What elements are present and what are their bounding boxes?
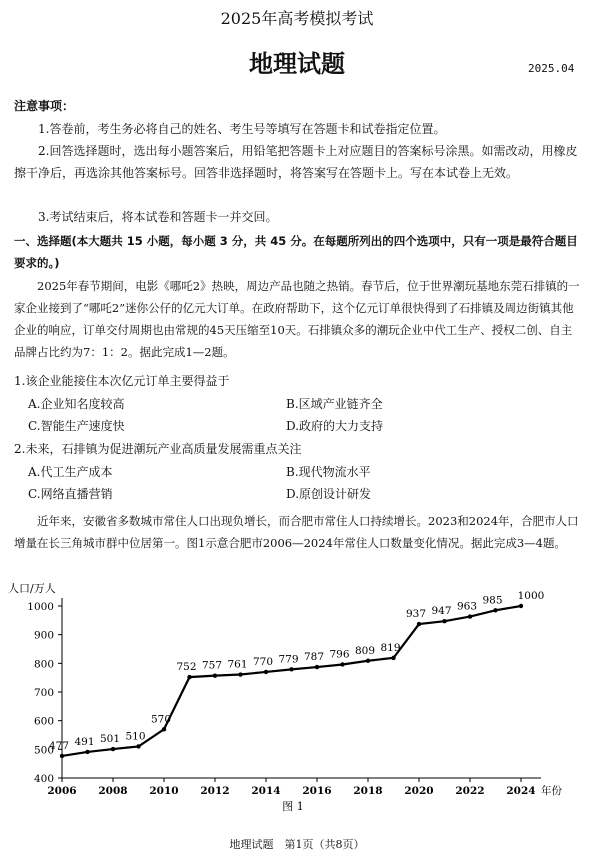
notice-item-1: 1.答卷前，考生务必将自己的姓名、考生号等填写在答题卡和试卷指定位置。	[38, 122, 446, 136]
x-axis-label: 年份	[541, 785, 562, 797]
data-point	[366, 659, 370, 663]
data-label: 779	[278, 653, 299, 666]
data-point	[162, 727, 166, 731]
y-tick-label: 1000	[27, 601, 54, 613]
data-label: 761	[227, 658, 248, 671]
question-2-stem: 2.未来，石排镇为促进潮玩产业高质量发展需重点关注	[14, 442, 302, 456]
exam-title: 2025年高考模拟考试	[220, 9, 374, 28]
page-footer: 地理试题 第1页（共8页）	[229, 838, 365, 851]
data-label: 809	[354, 644, 376, 657]
y-tick-label: 700	[33, 687, 54, 699]
data-label: 477	[48, 739, 70, 752]
notice-item-3: 3.考试结束后，将本试卷和答题卡一并交回。	[38, 210, 278, 224]
data-point	[85, 750, 89, 754]
y-tick-label: 600	[33, 715, 54, 728]
x-tick-label: 2020	[404, 785, 434, 797]
question-2-option-c[interactable]: C.网络直播营销	[28, 487, 113, 501]
population-line-chart	[0, 580, 594, 830]
data-point	[213, 673, 217, 677]
data-label: 752	[176, 661, 197, 674]
x-tick-label: 2022	[455, 785, 485, 797]
chart-caption: 图 1	[282, 800, 304, 813]
subject-title: 地理试题	[249, 50, 345, 78]
x-tick-label: 2014	[251, 785, 281, 797]
x-tick-label: 2010	[149, 785, 179, 797]
data-label: 947	[431, 605, 452, 618]
question-1-option-c[interactable]: C.智能生产速度快	[28, 419, 125, 433]
x-tick-label: 2024	[506, 785, 536, 797]
question-2-option-d[interactable]: D.原创设计研发	[286, 487, 372, 501]
data-label: 985	[482, 594, 503, 607]
data-point	[493, 608, 497, 612]
data-point	[238, 672, 242, 676]
data-label: 937	[405, 608, 427, 621]
exam-date: 2025.04	[528, 62, 575, 75]
y-tick-label: 500	[33, 744, 54, 757]
data-label: 770	[252, 655, 274, 668]
notice-item-2: 2.回答选择题时，选出每小题答案后，用铅笔把答题卡上对应题目的答案标号涂黑。如需改动，用橡皮擦干净后，再选涂其他答案标号。回答非选择题时，将答案写在答题卡上。写在本试卷上无效。	[14, 144, 578, 180]
data-label: 570	[150, 713, 172, 726]
data-point	[136, 744, 140, 748]
data-label: 491	[74, 735, 95, 748]
data-point	[187, 675, 191, 679]
data-point	[442, 619, 446, 623]
y-axis-label: 人口/万人	[8, 582, 56, 595]
x-tick-label: 2008	[98, 785, 128, 797]
data-point	[417, 622, 421, 626]
data-point	[315, 665, 319, 669]
question-1-stem: 1.该企业能接住本次亿元订单主要得益于	[14, 374, 230, 388]
y-tick-label: 900	[33, 629, 54, 642]
data-point	[519, 604, 523, 608]
section-1-title: 一、选择题(本大题共 15 小题，每小题 3 分，共 45 分。在每题所列出的四个选项中，只有一项是最符合题目要求的。)	[14, 234, 578, 270]
data-label: 963	[456, 600, 478, 613]
data-label: 787	[303, 651, 325, 664]
data-label: 796	[329, 648, 350, 661]
x-tick-label: 2016	[302, 785, 332, 797]
data-label: 819	[380, 641, 401, 654]
data-label: 757	[201, 659, 223, 672]
data-point	[289, 667, 293, 671]
data-point	[340, 662, 344, 666]
notice-heading: 注意事项：	[14, 99, 75, 113]
data-label: 510	[125, 730, 146, 743]
x-tick-label: 2006	[47, 785, 77, 797]
question-1-option-a[interactable]: A.企业知名度较高	[28, 397, 125, 411]
question-2-option-b[interactable]: B.现代物流水平	[286, 465, 371, 479]
data-label: 501	[99, 733, 121, 746]
data-point	[111, 747, 115, 751]
passage-1: 2025年春节期间，电影《哪吒2》热映，周边产品也随之热销。春节后，位于世界潮玩基地东莞石排镇的一家企业接到了“哪吒2”迷你公仔的亿元大订单。在政府帮助下，这个亿元订单很快得到了石排镇及周边街镇其他企业的响应，订单交付周期也由常规的45天压缩至10天。石排镇众多的潮玩企业中代工生产、授权二创、自主品牌占比约为7：1：2。据此完成1—2题。	[14, 279, 580, 359]
y-tick-label: 400	[33, 773, 54, 785]
data-point	[391, 656, 395, 660]
question-1-option-b[interactable]: B.区域产业链齐全	[286, 397, 383, 411]
y-tick-label: 800	[33, 658, 54, 671]
question-1-option-d[interactable]: D.政府的大力支持	[286, 419, 384, 433]
passage-2: 近年来，安徽省多数城市常住人口出现负增长，而合肥市常住人口持续增长。2023和2024年，合肥市人口增量在长三角城市群中位居第一。图1示意合肥市2006—2024年常住人口数量变化情况。据此完成3—4题。	[14, 514, 579, 550]
data-point	[468, 614, 472, 618]
x-tick-label: 2012	[200, 785, 230, 797]
data-point	[264, 670, 268, 674]
data-label: 1000	[517, 590, 545, 602]
x-tick-label: 2018	[353, 785, 383, 797]
question-2-option-a[interactable]: A.代工生产成本	[28, 465, 113, 479]
data-point	[60, 754, 64, 758]
